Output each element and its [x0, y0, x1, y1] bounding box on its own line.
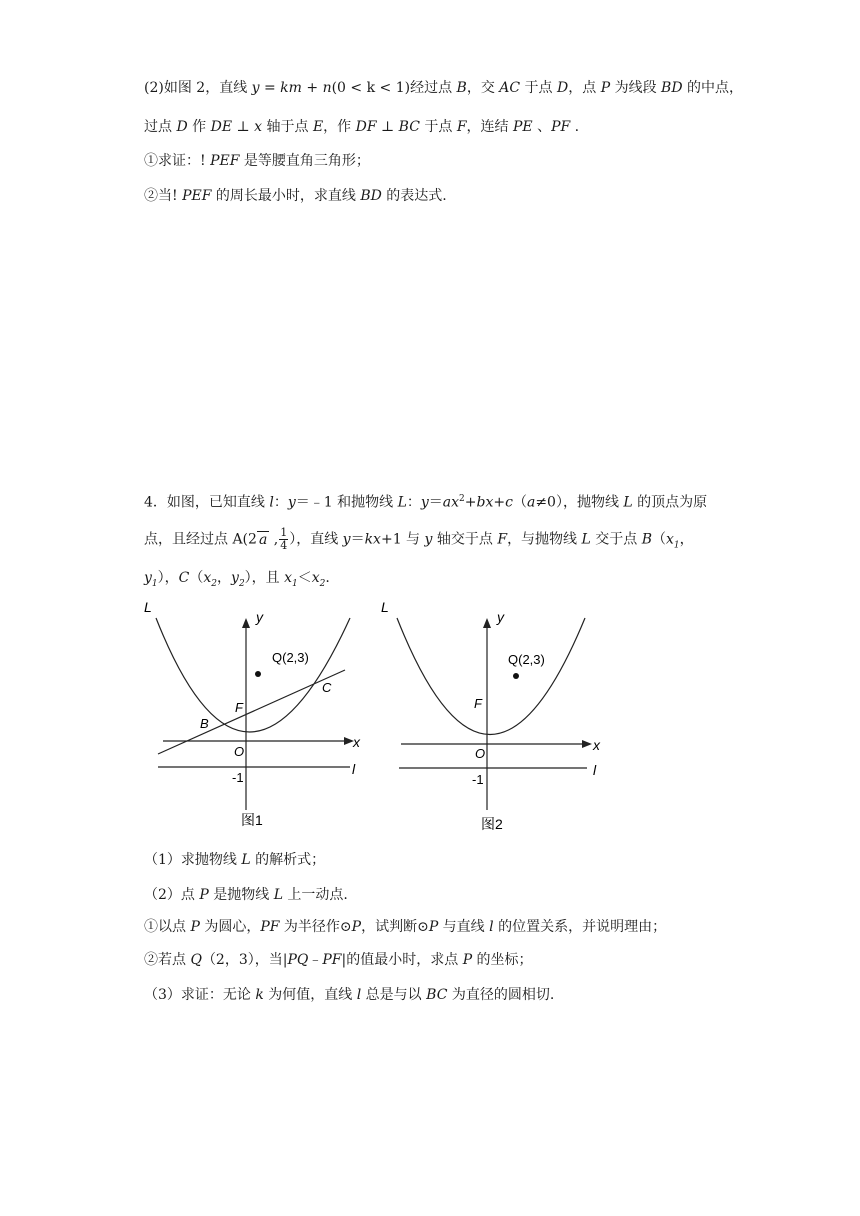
- label-F: F: [235, 700, 243, 715]
- point-Q: [255, 671, 261, 677]
- y-axis-arrow-icon: [242, 618, 250, 628]
- figure-1: [140, 596, 370, 836]
- caption-fig1: 图1: [241, 812, 263, 828]
- y-axis-arrow-icon: [483, 618, 491, 628]
- fraction-one-quarter: $\frac{1}{4}$: [280, 526, 288, 552]
- label-O: O: [234, 744, 245, 759]
- label-x: x: [353, 734, 360, 750]
- q3-line: （3）求证：无论 k 为何值，直线 l 总是与以 BC 为直径的圆相切.: [144, 987, 555, 1003]
- label-y: y: [497, 609, 504, 625]
- x-axis-arrow-icon: [582, 740, 592, 748]
- label-L: L: [381, 599, 389, 615]
- p3-line4: ②当! PEF 的周长最小时，求直线 BD 的表达式.: [144, 188, 447, 204]
- parabola-L: [156, 618, 350, 732]
- label-C: C: [322, 680, 332, 695]
- label-neg1: -1: [232, 770, 244, 785]
- label-x: x: [593, 737, 600, 753]
- q2ii-line: ②若点 Q（2，3），当|PQ﹣PF|的值最小时，求点 P 的坐标；: [144, 952, 533, 968]
- label-B: B: [200, 716, 209, 731]
- label-Q: Q(2,3): [508, 652, 545, 667]
- q2i-line: ①以点 P 为圆心，PF 为半径作⊙P，试判断⊙P 与直线 l 的位置关系，并说明理由；: [144, 919, 667, 935]
- q1-line: （1）求抛物线 L 的解析式；: [144, 852, 326, 868]
- label-y: y: [256, 609, 263, 625]
- q2-line: （2）点 P 是抛物线 L 上一动点.: [144, 887, 348, 903]
- label-Q: Q(2,3): [272, 650, 309, 665]
- caption-fig2: 图2: [481, 816, 503, 832]
- sqrt-a: a: [258, 531, 268, 548]
- label-neg1: -1: [472, 772, 484, 787]
- label-l: l: [593, 762, 597, 778]
- label-F: F: [474, 696, 482, 711]
- label-l: l: [352, 761, 356, 777]
- p4-line1: 4．如图，已知直线 l：y＝﹣1 和抛物线 L：$y=ax^2+bx+c(a\ne 0)$，抛物线 L 的顶点为原: [144, 494, 708, 511]
- p4-line2: 点，且经过点 A(2 a , $\frac{1}{4}$ ），直线 y＝kx+1 与 y 轴交于点 F，与抛物线 L 交于点 $B(x_1$，: [144, 526, 694, 552]
- figure-2: [377, 596, 612, 841]
- p3-line3: ①求证：! PEF 是等腰直角三角形；: [144, 153, 370, 169]
- p4-line3: $y_1$），$C(x_2$，$y_2$），且 $x_1<x_2$.: [144, 570, 330, 589]
- p3-line2: 过点 D 作 DE ⊥ x 轴于点 E，作 DF ⊥ BC 于点 F，连结 PE 、PF .: [144, 119, 580, 135]
- label-O: O: [475, 746, 486, 761]
- point-Q: [513, 673, 519, 679]
- p3-line1: (2)如图 2，直线 y = km + n(0 < k < 1)经过点 B，交 AC 于点 D，点 P 为线段 BD 的中点，: [144, 80, 743, 96]
- parabola-L: [397, 618, 585, 735]
- label-L: L: [144, 599, 152, 615]
